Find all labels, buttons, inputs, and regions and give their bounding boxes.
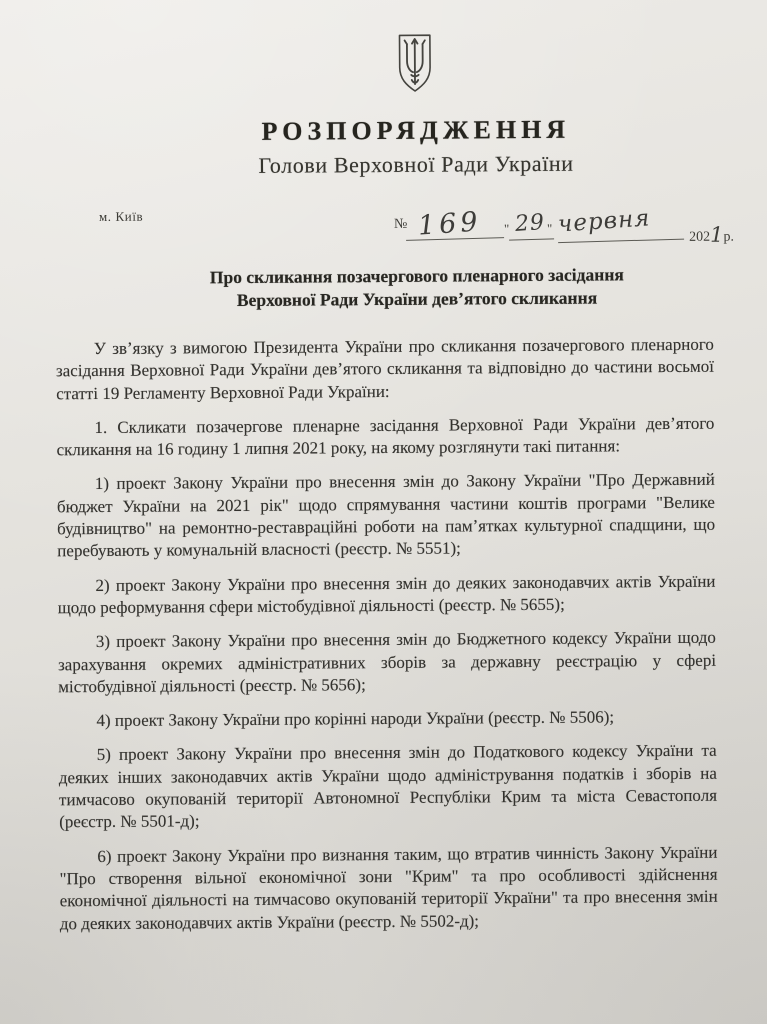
document-title: РОЗПОРЯДЖЕННЯ — [261, 114, 571, 146]
day-underline — [509, 238, 554, 240]
paragraph-question-6: 6) проект Закону України про визнання таким, що втратив чинність Закону України "Про створення вільної економічної зони "Крим" та про особливості здійснення економічної діяльності на тимчасово окупованій території України" та про внесення змін до деяких законодавчих актів України (реєстр. № 5502-д); — [59, 842, 718, 933]
day-quote-close: " — [546, 220, 553, 236]
coat-of-arms-ukraine-icon — [392, 32, 438, 98]
year-suffix: р. — [723, 229, 735, 245]
place-label: м. Київ — [98, 208, 144, 224]
number-sign: № — [393, 216, 408, 232]
document-body — [56, 334, 718, 947]
paragraph-question-4: 4) проект Закону України про корінні народи України (реєстр. № 5506); — [96, 707, 615, 731]
date-day-handwritten: 29 — [514, 209, 546, 237]
paragraph-question-3: 3) проект Закону України про внесення змін до Бюджетного кодексу України щодо зарахування окремих адміністративних зборів за державну реєстрацію у сфері містобудівної діяльності (реєстр. № 5656); — [57, 627, 717, 697]
heading-line-2: Верховної Ради України дев’ятого скликання — [236, 287, 598, 311]
document-subtitle: Голови Верховної Ради України — [258, 150, 574, 178]
document-number-handwritten: 169 — [417, 206, 483, 242]
date-month-handwritten: червня — [557, 205, 652, 238]
paragraph-intro: У зв’язку з вимогою Президента України про скликання позачергового пленарного засідання Верховної Ради України дев’ятого скликання та відповідно до частини восьмої статті 19 Регламенту Верховної Ради України: — [55, 334, 715, 403]
day-quote-open: " — [503, 221, 510, 237]
paragraph-item-main: 1. Скликати позачергове пленарне засідання Верховної Ради України дев’ятого скликання на 16 годину 1 липня 2021 року, на якому розглянути такі питання: — [56, 413, 715, 460]
year-printed: 202 — [689, 229, 711, 245]
month-underline — [558, 239, 684, 244]
heading-line-1: Про скликання позачергового пленарного засідання — [209, 264, 624, 288]
year-label — [689, 222, 734, 246]
document-heading — [68, 262, 765, 313]
year-digit-handwritten: 1 — [709, 222, 724, 247]
paragraph-question-5: 5) проект Закону України про внесення змін до Податкового кодексу України та деяких інших законодавчих актів України щодо адміністрування податків і зборів на тимчасово окупованій території Автономної Республіки Крим та міста Севастополя (реєстр. № 5501-д); — [58, 741, 718, 832]
paragraph-question-1: 1) проект Закону України про внесення змін до Закону України "Про Державний бюджет України на 2021 рік" щодо спрямування частини коштів програми "Велике будівництво" на ремонтно-реставраційні роботи на пам’ятках культурної спадщини, що перебувають у комунальній власності (реєстр. № 5551); — [56, 470, 716, 561]
paragraph-question-2: 2) проект Закону України про внесення змін до деяких законодавчих актів України щодо реформування сфери містобудівної діяльності (реєстр. № 5655); — [57, 571, 716, 618]
